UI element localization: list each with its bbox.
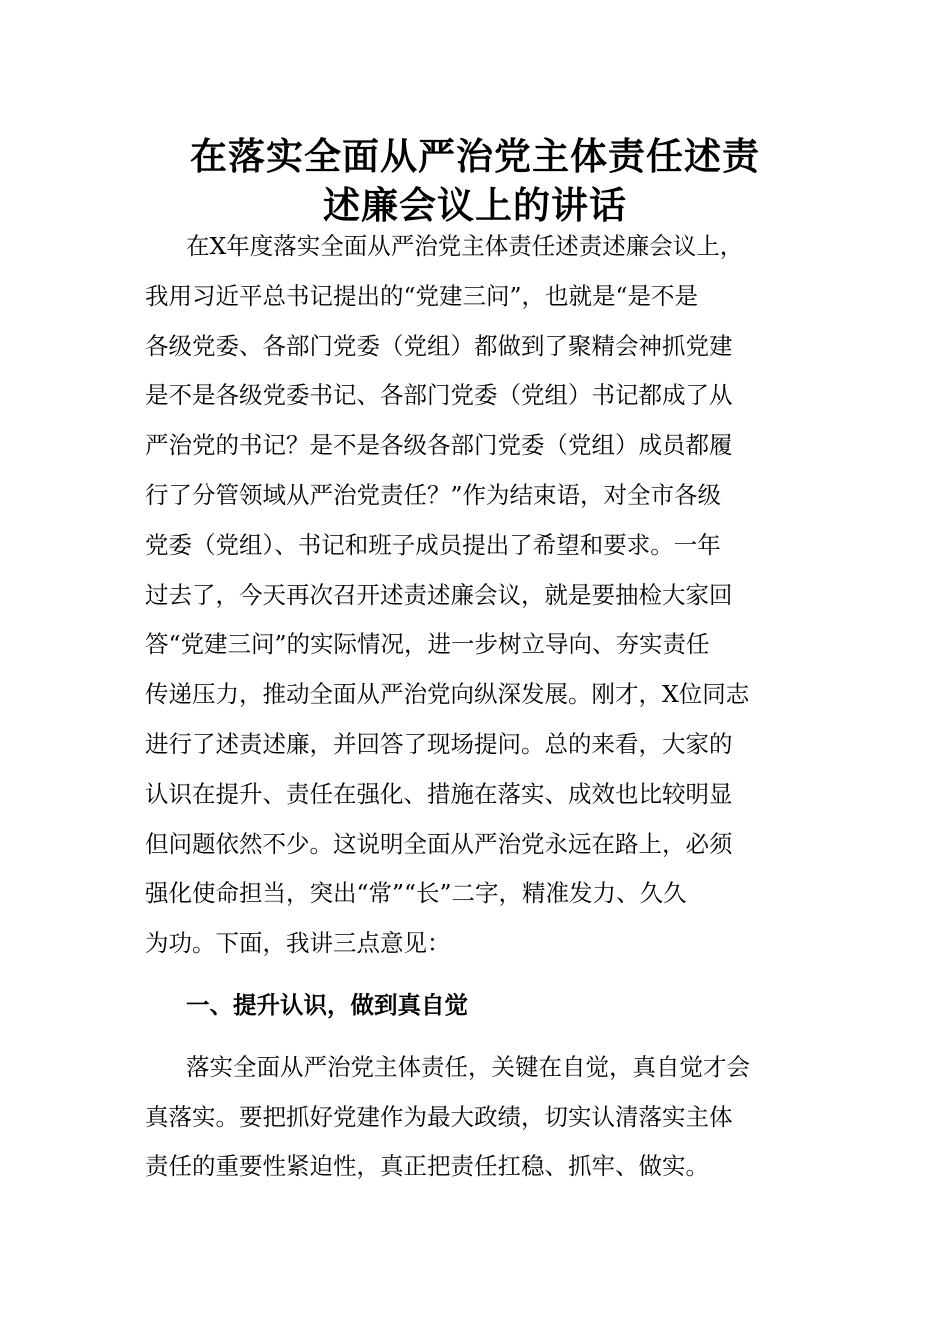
paragraph-line: 过去了，今天再次召开述责述廉会议，就是要抽检大家回 — [145, 580, 733, 609]
paragraph-line: 真落实。要把抓好党建作为最大政绩，切实认清落实主体 — [145, 1102, 733, 1131]
document-body — [145, 222, 807, 1192]
paragraph-line: 认识在提升、责任在强化、措施在落实、成效也比较明显 — [145, 779, 733, 808]
paragraph-spacer — [145, 969, 807, 981]
paragraph-line: 各级党委、各部门党委（党组）都做到了聚精会神抓党建 — [145, 331, 733, 360]
document-title-line-1: 在落实全面从严治党主体责任述责 — [190, 135, 760, 178]
paragraph-line: 传递压力，推动全面从严治党向纵深发展。刚才，X位同志 — [145, 680, 750, 709]
paragraph-line: 是不是各级党委书记、各部门党委（党组）书记都成了从 — [145, 381, 733, 410]
paragraph-line: 落实全面从严治党主体责任，关键在自觉，真自觉才会 — [186, 1052, 750, 1081]
paragraph-line: 为功。下面，我讲三点意见： — [145, 929, 451, 958]
paragraph-spacer — [145, 1031, 807, 1043]
paragraph-line: 但问题依然不少。这说明全面从严治党永远在路上，必须 — [145, 829, 733, 858]
paragraph-line: 责任的重要性紧迫性，真正把责任扛稳、抓牢、做实。 — [145, 1152, 709, 1181]
paragraph-line: 严治党的书记？是不是各级各部门党委（党组）成员都履 — [145, 431, 733, 460]
paragraph-line: 行了分管领域从严治党责任？”作为结束语，对全市各级 — [145, 480, 722, 509]
paragraph-section-1 — [145, 1043, 807, 1192]
paragraph-line: 在X年度落实全面从严治党主体责任述责述廉会议上， — [186, 232, 744, 260]
paragraph-line: 答“党建三问”的实际情况，进一步树立导向、夯实责任 — [145, 630, 710, 659]
paragraph-line: 党委（党组）、书记和班子成员提出了希望和要求。一年 — [145, 530, 721, 559]
document-title-line-2: 述廉会议上的讲话 — [323, 184, 627, 227]
section-heading-1: 一、提升认识，做到真自觉 — [186, 990, 468, 1019]
paragraph-line: 我用习近平总书记提出的“党建三问”，也就是“是不是 — [145, 281, 699, 310]
paragraph-intro — [145, 222, 807, 969]
paragraph-line: 强化使命担当，突出“常”“长”二字，精准发力、久久 — [145, 879, 687, 908]
paragraph-line: 进行了述责述廉，并回答了现场提问。总的来看，大家的 — [145, 729, 733, 758]
